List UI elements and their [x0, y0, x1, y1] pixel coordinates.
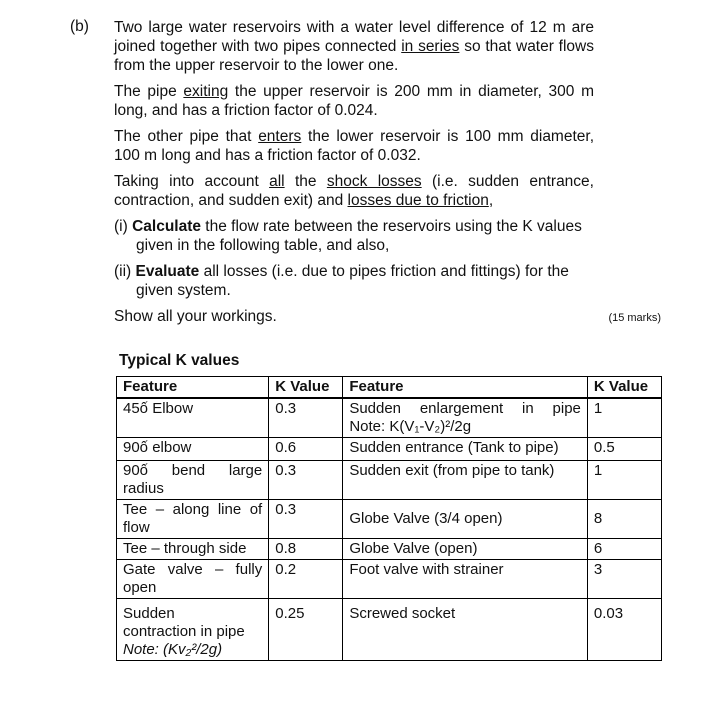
text: Taking into account — [114, 173, 270, 190]
feature-cell — [117, 461, 269, 500]
task-verb: Calculate — [132, 218, 201, 235]
feature-cell: Foot valve with strainer — [343, 560, 588, 599]
k-value-cell: 0.3 — [269, 398, 343, 438]
feature-cell: Tee – through side — [117, 539, 269, 560]
table-header-row — [117, 377, 662, 399]
header-feature: Feature — [117, 377, 269, 399]
underlined-text: all — [269, 173, 285, 190]
show-workings: Show all your workings. — [114, 308, 277, 325]
feature-name-cont: flow — [123, 519, 150, 536]
feature-name: 45ố Elbow — [123, 400, 194, 417]
k-value-cell: 0.3 — [269, 500, 343, 539]
task-i — [114, 217, 594, 255]
feature-cell: Sudden exit (from pipe to tank) — [343, 461, 588, 500]
feature-cell — [343, 398, 588, 438]
paragraph-reservoirs — [114, 18, 594, 75]
k-value-cell: 0.3 — [269, 461, 343, 500]
table-row — [117, 560, 662, 599]
paragraph-pipe-1 — [114, 82, 594, 120]
feature-cell — [117, 560, 269, 599]
underlined-text: in series — [401, 38, 460, 55]
text: so that water flows from the upper reservoir to the lower one. — [114, 38, 594, 74]
k-value-cell: 0.03 — [587, 599, 661, 661]
task-ii — [114, 262, 594, 300]
feature-cell: Screwed socket — [343, 599, 588, 661]
k-value-cell: 0.2 — [269, 560, 343, 599]
paragraph-pipe-2 — [114, 127, 594, 165]
table-row — [117, 438, 662, 461]
table-row — [117, 539, 662, 560]
feature-name: Tee – along line of — [123, 501, 263, 518]
header-k-value: K Value — [269, 377, 343, 399]
k-value-cell: 6 — [587, 539, 661, 560]
feature-note: Note: (Kv₂²/2g) — [123, 641, 223, 658]
table-row — [117, 461, 662, 500]
feature-cell: Sudden entrance (Tank to pipe) — [343, 438, 588, 461]
underlined-text: exiting — [183, 83, 229, 100]
feature-name: Sudden — [123, 605, 175, 622]
text: (i.e. sudden entrance, contraction, and sudden exit) and — [114, 173, 594, 209]
task-verb: Evaluate — [135, 263, 200, 280]
k-value-cell: 0.6 — [269, 438, 343, 461]
marks: (15 marks) — [608, 312, 661, 324]
text: , — [488, 192, 494, 209]
text: the — [284, 173, 327, 190]
k-value-cell: 1 — [587, 461, 661, 500]
part-label: (b) — [70, 18, 89, 35]
feature-name-cont: radius — [123, 480, 164, 497]
feature-name-cont: open — [123, 579, 157, 596]
feature-cell — [117, 398, 269, 438]
feature-cell — [117, 599, 269, 661]
text: The other pipe that — [114, 128, 259, 145]
k-value-cell: 8 — [587, 500, 661, 539]
text: the upper reservoir is 200 mm in diameter, 300 m long, and has a friction factor of 0.024. — [114, 83, 594, 119]
feature-name: Gate valve – fully — [123, 561, 263, 578]
header-feature: Feature — [343, 377, 588, 399]
table-row — [117, 398, 662, 438]
paragraph-losses — [114, 172, 594, 210]
underlined-text: enters — [258, 128, 302, 145]
header-k-value: K Value — [587, 377, 661, 399]
text: Two large water reservoirs with a water level difference of 12 m are joined together with two pipes connected — [114, 19, 594, 55]
feature-cell: Globe Valve (open) — [343, 539, 588, 560]
underlined-text: shock losses — [326, 173, 422, 190]
text: the lower reservoir is 100 mm diameter, 100 m long and has a friction factor of 0.032. — [114, 128, 595, 164]
feature-name-cont: contraction in pipe — [123, 623, 245, 640]
feature-name: Sudden enlargement in pipe — [349, 400, 581, 417]
task-number: (ii) — [114, 263, 136, 280]
underlined-text: losses due to friction — [347, 192, 489, 209]
k-value-cell: 1 — [587, 398, 661, 438]
feature-note: Note: K(V₁-V₂)²/2g — [349, 418, 472, 435]
question-text — [114, 18, 594, 333]
task-number: (i) — [114, 218, 133, 235]
k-value-cell: 0.5 — [587, 438, 661, 461]
k-value-cell: 0.25 — [269, 599, 343, 661]
table-row — [117, 599, 662, 661]
table-row — [117, 500, 662, 539]
k-values-table — [116, 376, 662, 661]
k-value-cell: 3 — [587, 560, 661, 599]
feature-cell — [117, 500, 269, 539]
table-title: Typical K values — [119, 352, 240, 369]
text: The pipe — [114, 83, 184, 100]
feature-name: 90ố bend large — [123, 462, 263, 479]
feature-cell: 90ố elbow — [117, 438, 269, 461]
task-text: all losses (i.e. due to pipes friction and fittings) for the given system. — [136, 263, 569, 299]
task-text: the flow rate between the reservoirs using the K values given in the following table, and also, — [136, 218, 582, 254]
k-value-cell: 0.8 — [269, 539, 343, 560]
feature-cell: Globe Valve (3/4 open) — [343, 500, 588, 539]
